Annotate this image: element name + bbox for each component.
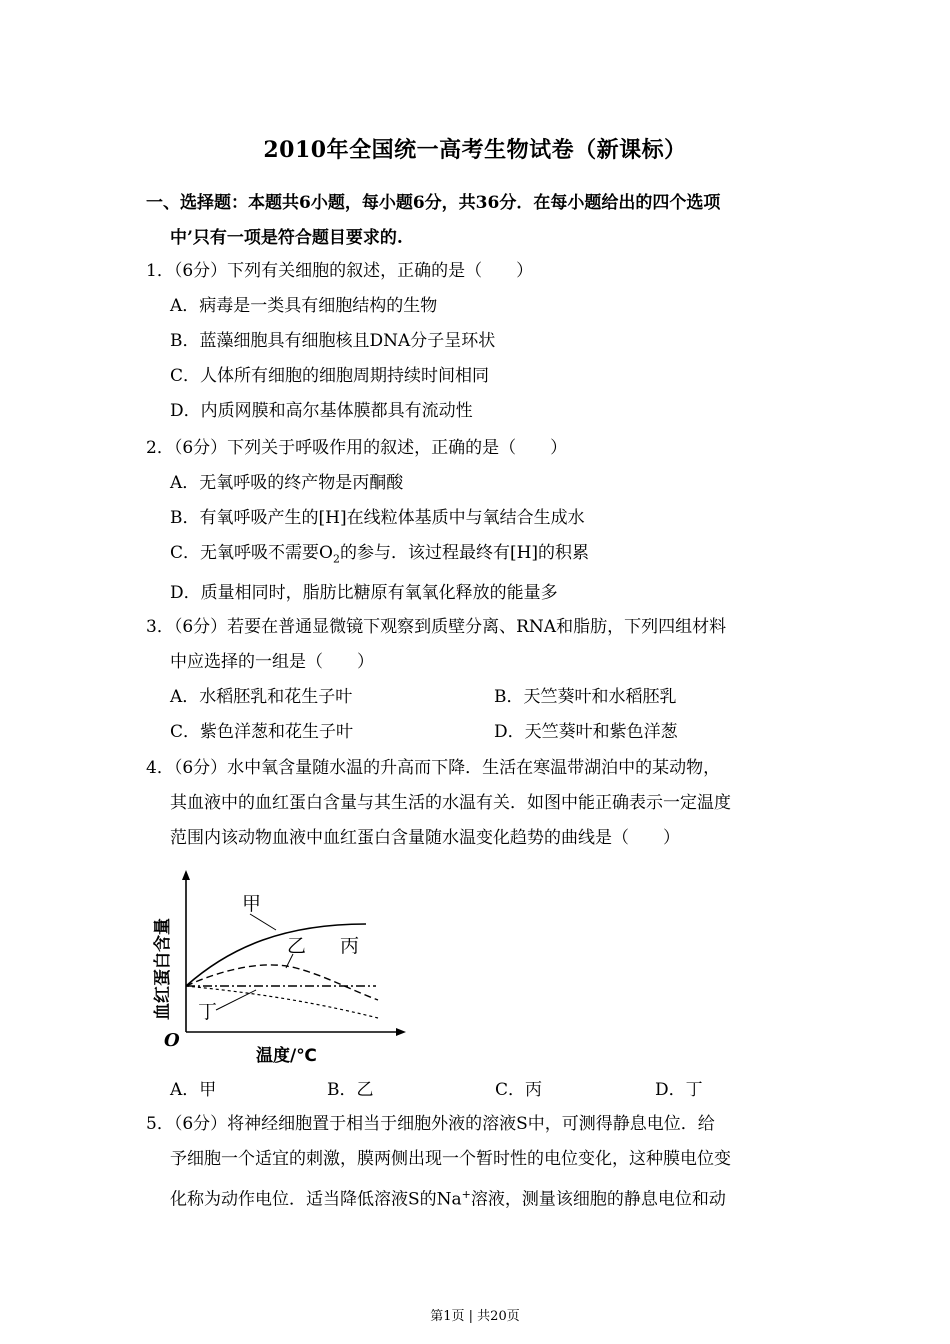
- option-d: D．内质网膜和高尔基体膜都具有流动性: [170, 401, 473, 421]
- option-c-subscript: 2: [332, 552, 340, 566]
- option-b: B．有氧呼吸产生的[H]在线粒体基质中与氧结合生成水: [170, 508, 585, 528]
- option-c: [146, 536, 818, 576]
- option-row-2: [146, 715, 818, 750]
- option-b: B．蓝藻细胞具有细胞核且DNA分子呈环状: [170, 331, 496, 351]
- question-5: [146, 1107, 818, 1218]
- stem-superscript: +: [461, 1188, 471, 1201]
- label-ding: 丁: [198, 1001, 218, 1023]
- question-stem-cont-2: [146, 1177, 818, 1218]
- stem-text-b: 溶液，测量该细胞的静息电位和动: [470, 1189, 726, 1210]
- question-stem: 3．（6分）若要在普通显微镜下观察到质壁分离、RNA和脂肪，下列四组材料: [146, 617, 727, 637]
- question-1: [146, 254, 818, 429]
- label-bing: 丙: [340, 935, 360, 957]
- option-c-text: C．无氧呼吸不需要O: [170, 543, 333, 563]
- question-3: [146, 610, 818, 750]
- option-d: D．天竺葵叶和紫色洋葱: [494, 722, 678, 742]
- hemoglobin-temperature-figure: [146, 868, 416, 1068]
- option-c: C．人体所有细胞的细胞周期持续时间相同: [170, 366, 490, 386]
- option-c: C．紫色洋葱和花生子叶: [170, 722, 354, 742]
- option-c: C．丙: [495, 1080, 543, 1100]
- question-stem: 5．（6分）将神经细胞置于相当于细胞外液的溶液S中，可测得静息电位．给: [146, 1114, 715, 1134]
- option-d: D．丁: [655, 1080, 703, 1100]
- section-line-1: 一、选择题：本题共6小题，每小题6分，共36分．在每小题给出的四个选项: [146, 193, 721, 213]
- question-stem: 1．（6分）下列有关细胞的叙述，正确的是（ ）: [146, 261, 534, 281]
- question-2: [146, 431, 818, 611]
- leader-jia: [250, 914, 276, 930]
- y-axis-arrow: [182, 870, 190, 880]
- label-yi: 乙: [287, 935, 307, 957]
- question-4: [146, 751, 818, 856]
- question-stem: 4．（6分）水中氧含量随水温的升高而下降．生活在寒温带湖泊中的某动物，: [146, 758, 721, 778]
- option-a: A．病毒是一类具有细胞结构的生物: [170, 296, 438, 316]
- question-stem-cont-1: 予细胞一个适宜的刺激，膜两侧出现一个暂时性的电位变化，这种膜电位变: [170, 1149, 731, 1169]
- x-axis-arrow: [396, 1028, 406, 1036]
- section-line-2: 中’只有一项是符合题目要求的.: [170, 228, 403, 248]
- y-axis-label: 血红蛋白含量: [153, 918, 173, 1020]
- origin-label: O: [164, 1030, 180, 1051]
- stem-text-a: 化称为动作电位．适当降低溶液S的Na: [170, 1189, 462, 1210]
- leader-ding: [216, 990, 256, 1010]
- option-a: A．甲: [170, 1080, 217, 1100]
- option-c-rest: 的参与．该过程最终有[H]的积累: [339, 543, 590, 563]
- curve-yi: [186, 965, 378, 1000]
- page-footer: 第1页 | 共20页: [430, 1309, 520, 1324]
- section-heading: [146, 186, 816, 256]
- question-stem: 2．（6分）下列关于呼吸作用的叙述，正确的是（ ）: [146, 438, 568, 458]
- option-a: A．水稻胚乳和花生子叶: [170, 687, 353, 707]
- question-stem-cont-2: 范围内该动物血液中血红蛋白含量随水温变化趋势的曲线是（ ）: [170, 828, 680, 848]
- option-a: A．无氧呼吸的终产物是丙酮酸: [170, 473, 404, 493]
- page-title: 2010年全国统一高考生物试卷（新课标）: [263, 137, 687, 163]
- question-stem-cont: 中应选择的一组是（ ）: [170, 652, 374, 672]
- label-jia: 甲: [242, 893, 262, 915]
- figure-svg: [146, 868, 416, 1068]
- option-b: B．天竺葵叶和水稻胚乳: [494, 687, 677, 707]
- curve-jia: [186, 924, 366, 986]
- question-stem-cont-1: 其血液中的血红蛋白含量与其生活的水温有关．如图中能正确表示一定温度: [170, 793, 731, 813]
- option-b: B．乙: [327, 1080, 374, 1100]
- option-row-1: [146, 680, 818, 715]
- x-axis-label: 温度/℃: [256, 1046, 317, 1066]
- option-d: D．质量相同时，脂肪比糖原有氧氧化释放的能量多: [170, 583, 558, 604]
